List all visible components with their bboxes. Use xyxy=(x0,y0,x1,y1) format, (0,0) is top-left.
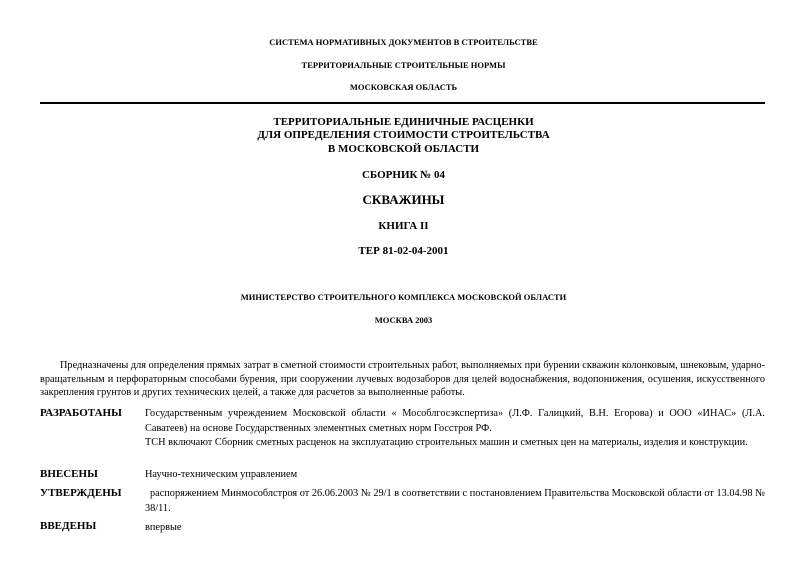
developed-value xyxy=(145,407,765,451)
document-code: ТЕР 81-02-04-2001 xyxy=(358,245,449,257)
collection-number: СБОРНИК № 04 xyxy=(361,169,446,181)
introduced-by-label: ВНЕСЕНЫ xyxy=(40,468,98,480)
developed-note: ТСН включают Сборник сметных расценок на эксплуатацию строительных машин и сметных цен на материалы, изделия и конструкции. xyxy=(145,437,748,448)
norms-heading: ТЕРРИТОРИАЛЬНЫЕ СТРОИТЕЛЬНЫЕ НОРМЫ xyxy=(301,60,506,70)
region-heading: МОСКОВСКАЯ ОБЛАСТЬ xyxy=(349,82,458,92)
book-number: КНИГА II xyxy=(378,220,429,232)
introduced-by-value: Научно-техническим управлением xyxy=(145,469,298,480)
system-heading: СИСТЕМА НОРМАТИВНЫХ ДОКУМЕНТОВ В СТРОИТЕЛЬСТВЕ xyxy=(269,37,538,47)
introduced-value: впервые xyxy=(145,522,182,533)
title-line-3: В МОСКОВСКОЙ ОБЛАСТИ xyxy=(327,143,480,155)
title-line-2: ДЛЯ ОПРЕДЕЛЕНИЯ СТОИМОСТИ СТРОИТЕЛЬСТВА xyxy=(257,129,550,141)
developed-label: РАЗРАБОТАНЫ xyxy=(40,407,122,419)
approved-label: УТВЕРЖДЕНЫ xyxy=(40,487,122,499)
header-divider xyxy=(40,102,765,104)
title-line-1: ТЕРРИТОРИАЛЬНЫЕ ЕДИНИЧНЫЕ РАСЦЕНКИ xyxy=(273,116,534,128)
approved-value: распоряжением Минмособлстроя от 26.06.2003 № 29/1 в соответствии с постановлением Правительства Московской области от 13.04.98 № 38/11. xyxy=(145,488,765,514)
place-year: МОСКВА 2003 xyxy=(374,315,433,325)
developed-text: Государственным учреждением Московской области « Мособлгосэкспертиза» (Л.Ф. Галицкий, В.Н. Егорова) и ООО «ИНАС» (Л.А. Саватеев) на основе Государственных элементных сметных норм Госстроя РФ. xyxy=(145,408,765,434)
ministry-name: МИНИСТЕРСТВО СТРОИТЕЛЬНОГО КОМПЛЕКСА МОСКОВСКОЙ ОБЛАСТИ xyxy=(240,292,567,302)
collection-subject: СКВАЖИНЫ xyxy=(362,192,445,207)
introduced-label: ВВЕДЕНЫ xyxy=(40,520,97,532)
intro-paragraph: Предназначены для определения прямых затрат в сметной стоимости строительных работ, выполняемых при бурении скважин колонковым, шнековым, ударно-вращательным и перфораторным способами бурения, при сооружении лучевых водозаборов для целей водоснабжения, водопонижения, осушения, искусственного закрепления грунтов и других технических целей, а также для расчетов за выполненные работы. xyxy=(40,360,765,398)
